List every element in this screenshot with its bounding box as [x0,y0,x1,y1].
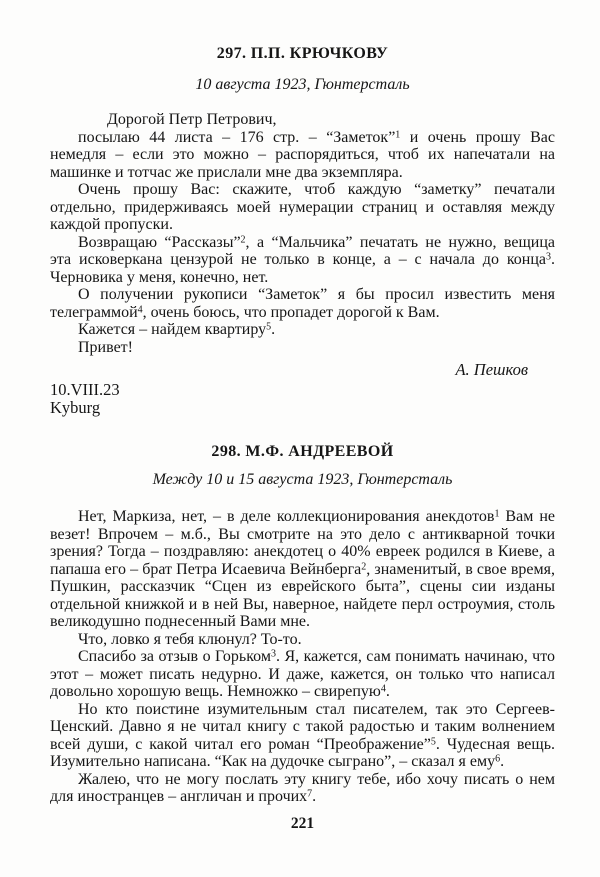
letter-297 [50,45,555,416]
text-segment: . [271,321,276,338]
text-segment: , знаменитый, в свое время, Пушкин, рассказчик “Сцен из еврейского быта”, сцены сии изданы отдельной книжкой и в ней Вы, наверное, найдете перл остроумия, столь великодушно поднесенный Вами мне. [50,560,555,630]
text-segment: Что, ловко я тебя клюнул? То-то. [78,630,302,648]
text-segment: посылаю 44 листа – 176 стр. – “Заметок” [78,128,396,146]
letter-298-dateline: Между 10 и 15 августа 1923, Гюнтерсталь [152,471,453,488]
page-number: 221 [290,814,315,832]
place-line: Kyburg [50,397,101,417]
text-segment: Привет! [78,338,133,356]
paragraph [50,234,555,287]
text-segment: Нет, Маркиза, нет, – в деле коллекционирования анекдотов [78,508,495,525]
text-segment: . Черновика у меня, конечно, нет. [50,251,555,286]
salutation-paragraph [50,111,555,129]
text-block [50,45,555,833]
footnote-marker: 5 [266,321,272,333]
letter-298-heading: 298. М.Ф. АНДРЕЕВОЙ [211,443,394,460]
text-segment: Возвращаю “Рассказы” [78,233,241,251]
footnote-marker: 5 [430,736,436,747]
footnote-marker: 3 [270,648,276,660]
text-segment: Спасибо за отзыв о Горьком [78,648,271,665]
place-date-block [50,381,555,416]
text-segment: . [312,788,317,805]
paragraph [50,508,555,631]
footnote-marker: 6 [495,753,501,765]
text-segment: . [385,683,390,700]
footnote-marker: 3 [546,251,551,263]
text-segment: Очень прошу Вас: скажите, чтоб каждую “заметку” печатали отдельно, придерживаясь моей нумерации страниц и оставляя между каждой пропуски. [50,181,555,233]
text-segment: , очень боюсь, что пропадет дорогой к Вам. [142,303,440,321]
text-segment: Вам не везет! Впрочем – м.б., Вы смотрите на это дело с антикварной точки зрения? Тогда – поздравляю: анекдотец о 40% евреек родился в Киеве, а папаша его – брат Петра Исаевича Вейнберга [50,508,555,578]
paragraph [50,286,555,321]
paragraph [50,129,555,182]
footnote-marker: 2 [361,561,367,572]
date-line: 10.VIII.23 [50,380,120,399]
signature: А. Пешков [455,360,528,379]
paragraph [50,631,555,649]
text-segment: и очень прошу Вас немедля – если это можно – распорядиться, чтоб их напечатали на машинке и тотчас же прислали мне два экземпляра. [50,128,555,181]
footnote-marker: 4 [380,683,386,695]
footnote-marker: 1 [395,129,401,140]
paragraph [50,648,555,701]
letter-298-body [50,508,555,806]
letter-297-body [50,111,555,356]
text-segment: . Я, кажется, сам понимать начинаю, что этот – может писать недурно. И даже, кажется, он только что написал довольно хорошую вещь. Немножко – свирепую [50,648,555,700]
footnote-marker: 7 [307,788,313,800]
text-segment: Кажется – найдем квартиру [78,321,267,338]
letter-298 [50,443,555,806]
paragraph [50,701,555,771]
paragraph [50,181,555,234]
text-segment: , а “Мальчика” печатать не нужно, вещица эта исковеркана цензурой не только в конце, а – с начала до конца [50,233,555,268]
paragraph [50,321,555,339]
text-segment: Но кто поистине изумительным стал писателем, так это Сергеев-Ценский. Давно я не читал книгу с такой радостью и таким волнением всей души, с какой читал его роман “Преображение” [50,700,555,753]
text-segment: Дорогой Петр Петрович, [107,111,277,128]
letter-297-dateline: 10 августа 1923, Гюнтерсталь [195,76,410,93]
paragraph [50,771,555,806]
paragraph [50,339,555,357]
text-segment: О получении рукописи “Заметок” я бы просил известить меня телеграммой [50,286,555,321]
text-segment: . Чудесная вещь. Изумительно написана. “Как на дудочке сыграно”, – сказал я ему [50,735,555,770]
text-segment: . [500,753,505,770]
text-segment: Жалею, что не могу послать эту книгу тебе, ибо хочу писать о нем для иностранцев – англичан и прочих [50,770,555,805]
footnote-marker: 1 [494,508,500,520]
footnote-marker: 4 [137,304,143,315]
footnote-marker: 2 [240,234,246,245]
letter-297-heading: 297. П.П. КРЮЧКОВУ [216,45,389,62]
